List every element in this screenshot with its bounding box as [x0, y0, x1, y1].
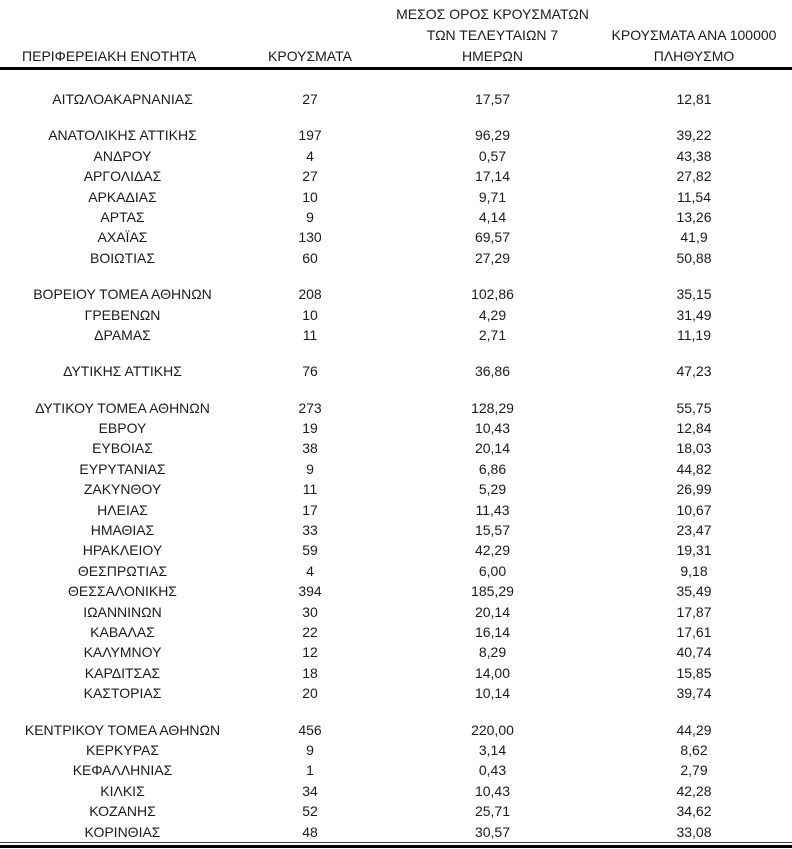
cases-cell: 11	[302, 326, 318, 343]
table-header	[0, 0, 792, 70]
table-row	[0, 361, 792, 381]
avg7-cell: 27,29	[474, 249, 511, 266]
table-row	[0, 781, 792, 801]
avg7-cell: 10,43	[474, 782, 511, 799]
table-row	[0, 89, 792, 109]
group-spacer	[0, 345, 792, 361]
table-row	[0, 561, 792, 581]
avg7-cell: 14,00	[474, 664, 511, 681]
avg7-cell: 3,14	[478, 741, 507, 758]
region-cell: ΕΒΡΟΥ	[98, 420, 147, 437]
avg7-cell: 10,14	[474, 685, 511, 702]
cases-cell: 52	[302, 803, 318, 820]
region-cell: ΒΟΡΕΙΟΥ ΤΟΜΕΑ ΑΘΗΝΩΝ	[33, 286, 212, 303]
cases-cell: 30	[302, 603, 318, 620]
table-row	[0, 500, 792, 520]
avg7-cell: 102,86	[471, 286, 514, 303]
avg7-cell: 10,43	[474, 420, 511, 437]
table-row	[0, 520, 792, 540]
table-row	[0, 801, 792, 821]
cases-cell: 22	[302, 623, 318, 640]
per100k-cell: 17,87	[676, 603, 712, 620]
table-row	[0, 740, 792, 760]
region-cell: ΚΟΖΑΝΗΣ	[89, 803, 156, 820]
cases-cell: 38	[302, 440, 318, 457]
table-row	[0, 540, 792, 560]
region-cell: ΚΕΝΤΡΙΚΟΥ ΤΟΜΕΑ ΑΘΗΝΩΝ	[24, 721, 221, 738]
table-row	[0, 822, 792, 842]
region-cell: ΘΕΣΠΡΩΤΙΑΣ	[77, 562, 168, 579]
cases-cell: 12	[302, 644, 318, 661]
column-header-region	[0, 46, 245, 67]
cases-cell: 10	[302, 188, 318, 205]
table-row	[0, 760, 792, 780]
avg7-cell: 69,57	[474, 229, 511, 246]
cases-cell: 130	[298, 229, 322, 246]
per100k-cell: 18,03	[676, 440, 712, 457]
table-row	[0, 459, 792, 479]
per100k-cell: 27,82	[676, 168, 712, 185]
avg7-cell: 9,71	[478, 188, 507, 205]
per100k-cell: 15,85	[676, 664, 712, 681]
region-cell: ΑΙΤΩΛΟΑΚΑΡΝΑΝΙΑΣ	[52, 91, 193, 107]
table-row	[0, 418, 792, 438]
cases-cell: 197	[298, 127, 322, 144]
column-header-avg7-line3: ΗΜΕΡΩΝ	[461, 48, 524, 64]
per100k-cell: 13,26	[676, 208, 712, 225]
region-cell: ΗΜΑΘΙΑΣ	[90, 522, 155, 539]
cases-cell: 1	[306, 762, 314, 779]
per100k-cell: 31,49	[676, 306, 712, 323]
per100k-cell: 26,99	[676, 481, 712, 498]
column-header-avg7	[375, 4, 610, 67]
table-row	[0, 187, 792, 207]
avg7-cell: 20,14	[474, 440, 511, 457]
bottom-rule-thin	[0, 842, 792, 843]
cases-cell: 9	[306, 208, 314, 225]
region-cell: ΗΛΕΙΑΣ	[97, 501, 148, 518]
table-body	[0, 70, 792, 842]
region-cell: ΒΟΙΩΤΙΑΣ	[89, 249, 156, 266]
column-header-per100k-line2: ΠΛΗΘΥΣΜΟ	[653, 48, 735, 64]
cases-cell: 18	[302, 664, 318, 681]
cases-cell: 9	[306, 741, 314, 758]
per100k-cell: 19,31	[676, 542, 712, 559]
region-cell: ΑΝΑΤΟΛΙΚΗΣ ΑΤΤΙΚΗΣ	[48, 127, 197, 144]
table-row	[0, 663, 792, 683]
table-row	[0, 227, 792, 247]
per100k-cell: 35,49	[676, 583, 712, 600]
table-row	[0, 207, 792, 227]
region-cell: ΔΡΑΜΑΣ	[94, 326, 151, 343]
cases-cell: 27	[302, 168, 318, 185]
per100k-cell: 40,74	[676, 644, 712, 661]
per100k-cell: 43,38	[676, 147, 712, 164]
table-row	[0, 284, 792, 304]
cases-cell: 208	[298, 286, 322, 303]
per100k-cell: 8,62	[680, 741, 708, 758]
cases-cell: 4	[306, 147, 314, 164]
per100k-cell: 34,62	[676, 803, 712, 820]
cases-cell: 9	[306, 460, 314, 477]
cases-cell: 27	[302, 91, 318, 107]
avg7-cell: 17,57	[474, 91, 511, 107]
per100k-cell: 11,19	[677, 326, 711, 343]
avg7-cell: 42,29	[474, 542, 511, 559]
cases-cell: 59	[302, 542, 318, 559]
table-row	[0, 325, 792, 345]
region-cell: ΚΕΦΑΛΛΗΝΙΑΣ	[72, 762, 173, 779]
per100k-cell: 39,74	[676, 685, 712, 702]
avg7-cell: 30,57	[474, 823, 511, 840]
per100k-cell: 2,79	[680, 762, 708, 779]
table-row	[0, 683, 792, 703]
region-cell: ΑΡΓΟΛΙΔΑΣ	[83, 168, 162, 185]
avg7-cell: 128,29	[471, 399, 514, 416]
region-cell: ΙΩΑΝΝΙΝΩΝ	[83, 603, 162, 620]
cases-cell: 33	[302, 522, 318, 539]
region-cell: ΚΑΣΤΟΡΙΑΣ	[83, 685, 162, 702]
region-cell: ΚΑΒΑΛΑΣ	[90, 623, 155, 640]
per100k-cell: 33,08	[676, 823, 712, 840]
avg7-cell: 6,86	[478, 460, 507, 477]
per100k-cell: 11,54	[677, 188, 711, 205]
group-spacer	[0, 268, 792, 284]
per100k-cell: 44,29	[676, 721, 712, 738]
cases-cell: 273	[298, 399, 322, 416]
cases-cell: 34	[302, 782, 318, 799]
cases-cell: 60	[302, 249, 318, 266]
bottom-rule-thick	[0, 845, 792, 848]
table-row	[0, 248, 792, 268]
cases-cell: 48	[302, 823, 318, 840]
table-row	[0, 602, 792, 622]
cases-cell: 17	[302, 501, 318, 518]
avg7-cell: 2,71	[478, 326, 507, 343]
avg7-cell: 6,00	[478, 562, 507, 579]
avg7-cell: 0,57	[478, 147, 507, 164]
table-row	[0, 398, 792, 418]
per100k-cell: 17,61	[676, 623, 712, 640]
region-cell: ΚΑΛΥΜΝΟΥ	[83, 644, 162, 661]
region-cell: ΔΥΤΙΚΟΥ ΤΟΜΕΑ ΑΘΗΝΩΝ	[35, 399, 210, 416]
per100k-cell: 35,15	[676, 286, 712, 303]
table-row	[0, 581, 792, 601]
table-row	[0, 305, 792, 325]
region-cell: ΑΡΤΑΣ	[100, 208, 145, 225]
region-cell: ΖΑΚΥΝΘΟΥ	[83, 481, 162, 498]
column-header-avg7-line1: ΜΕΣΟΣ ΟΡΟΣ ΚΡΟΥΣΜΑΤΩΝ	[396, 6, 589, 22]
column-header-avg7-line2: ΤΩΝ ΤΕΛΕΥΤΑΙΩΝ 7	[426, 27, 559, 43]
cases-cell: 4	[306, 562, 314, 579]
table-row	[0, 125, 792, 145]
column-header-region-label: ΠΕΡΙΦΕΡΕΙΑΚΗ ΕΝΟΤΗΤΑ	[22, 48, 197, 64]
region-cell: ΚΕΡΚΥΡΑΣ	[86, 741, 159, 758]
table-row	[0, 166, 792, 186]
avg7-cell: 220,00	[471, 721, 514, 738]
avg7-cell: 17,14	[474, 168, 511, 185]
avg7-cell: 4,29	[478, 306, 507, 323]
region-cell: ΑΧΑΪΑΣ	[97, 229, 148, 246]
avg7-cell: 96,29	[474, 127, 511, 144]
avg7-cell: 11,43	[475, 501, 510, 518]
region-cell: ΚΙΛΚΙΣ	[100, 782, 145, 799]
column-header-per100k-line1: ΚΡΟΥΣΜΑΤΑ ΑΝΑ 100000	[611, 27, 777, 43]
region-cell: ΕΥΒΟΙΑΣ	[92, 440, 153, 457]
cases-cell: 20	[302, 685, 318, 702]
avg7-cell: 25,71	[474, 803, 511, 820]
group-spacer	[0, 382, 792, 398]
avg7-cell: 8,29	[478, 644, 507, 661]
per100k-cell: 12,84	[676, 420, 712, 437]
avg7-cell: 4,14	[478, 208, 507, 225]
table-row	[0, 642, 792, 662]
per100k-cell: 42,28	[676, 782, 712, 799]
region-cell: ΚΑΡΔΙΤΣΑΣ	[84, 664, 161, 681]
per100k-cell: 9,18	[680, 562, 708, 579]
table-row	[0, 146, 792, 166]
avg7-cell: 185,29	[471, 583, 514, 600]
per100k-cell: 23,47	[676, 522, 712, 539]
region-cell: ΚΟΡΙΝΘΙΑΣ	[84, 823, 161, 840]
avg7-cell: 5,29	[478, 481, 507, 498]
per100k-cell: 41,9	[680, 229, 708, 246]
avg7-cell: 20,14	[474, 603, 511, 620]
per100k-cell: 39,22	[676, 127, 712, 144]
column-header-cases-label: ΚΡΟΥΣΜΑΤΑ	[268, 48, 352, 64]
per100k-cell: 47,23	[676, 363, 712, 380]
region-cell: ΗΡΑΚΛΕΙΟΥ	[82, 542, 163, 559]
per100k-cell: 10,67	[676, 501, 712, 518]
per100k-cell: 50,88	[676, 249, 712, 266]
per100k-cell: 44,82	[676, 460, 712, 477]
avg7-cell: 36,86	[474, 363, 511, 380]
region-cell: ΕΥΡΥΤΑΝΙΑΣ	[79, 460, 166, 477]
cases-cell: 11	[302, 481, 318, 498]
region-cell: ΑΝΔΡΟΥ	[93, 147, 152, 164]
table-row	[0, 720, 792, 740]
column-header-per100k	[610, 25, 778, 67]
region-cell: ΘΕΣΣΑΛΟΝΙΚΗΣ	[68, 583, 177, 600]
table-row	[0, 622, 792, 642]
cases-cell: 10	[302, 306, 318, 323]
per100k-cell: 12,81	[676, 91, 712, 107]
region-cell: ΑΡΚΑΔΙΑΣ	[88, 188, 157, 205]
group-spacer	[0, 109, 792, 125]
per100k-cell: 55,75	[676, 399, 712, 416]
column-header-cases	[245, 46, 375, 67]
cases-cell: 394	[298, 583, 322, 600]
cases-cell: 76	[302, 363, 318, 380]
group-spacer	[0, 704, 792, 720]
avg7-cell: 15,57	[474, 522, 511, 539]
avg7-cell: 16,14	[474, 623, 511, 640]
region-cell: ΓΡΕΒΕΝΩΝ	[84, 306, 161, 323]
cases-cell: 19	[302, 420, 318, 437]
region-cell: ΔΥΤΙΚΗΣ ΑΤΤΙΚΗΣ	[63, 363, 182, 380]
avg7-cell: 0,43	[478, 762, 507, 779]
table-row	[0, 479, 792, 499]
cases-cell: 456	[298, 721, 322, 738]
table-row	[0, 438, 792, 458]
